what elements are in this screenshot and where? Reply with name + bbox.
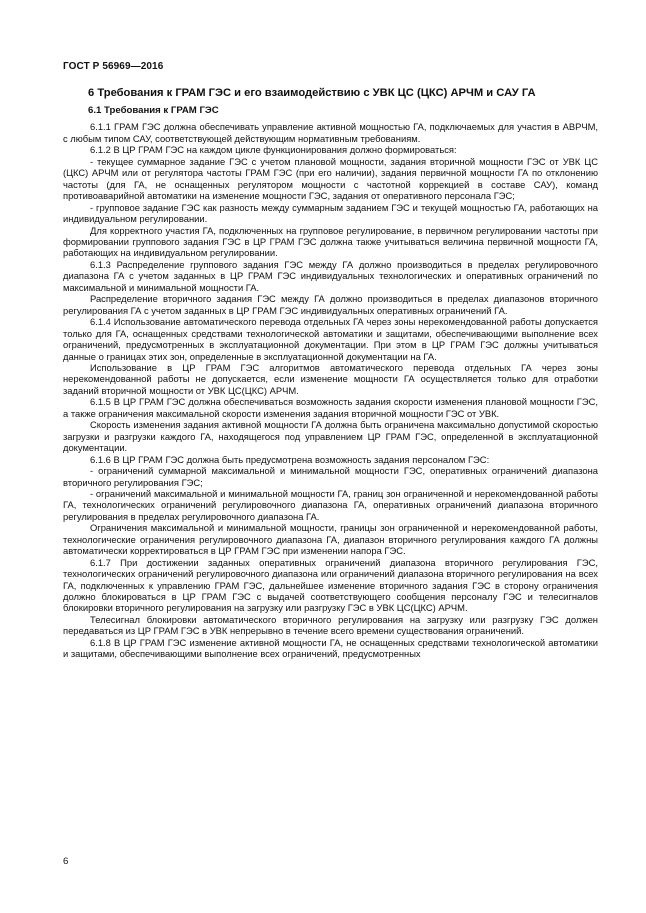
paragraph: 6.1.1 ГРАМ ГЭС должна обеспечивать управление активной мощностью ГА, подключаемых для участия в АВРЧМ, с любым типом САУ, соответствующей действующим нормативным требованиям. [63, 121, 598, 144]
paragraph: 6.1.7 При достижении заданных оперативных ограничений диапазона вторичного регулирования ГЭС, технологических ограничений регулировочного диапазона или ограничений диапазона вторичного регулирования на всех ГА, подключенных к управлению ГРАМ ГЭС, дальнейшее изменение вторичного задания ГЭС в сторону ограничения должно блокироваться в ЦР ГРАМ ГЭС с выдачей соответствующего сообщения персоналу ГЭС и телесигналов блокировки вторичного регулирования на загрузку или разгрузку ГЭС в УВК ЦС(ЦКС) АРЧМ. [63, 556, 598, 614]
paragraph: 6.1.8 В ЦР ГРАМ ГЭС изменение активной мощности ГА, не оснащенных средствами технологической автоматики и защитами, обеспечивающими выполнение всех ограничений, предусмотренных [63, 636, 598, 660]
paragraph: 6.1.4 Использование автоматического перевода отдельных ГА через зоны нерекомендованной работы допускается только для ГА, оснащенных средствами технологической автоматики и защитами, обеспечивающими выполнение всех ограничений, предусмотренных в эксплуатационной документации. При этом в ЦР ГРАМ ГЭС должны учитываться данные о границах этих зон, определенные в эксплуатационной документации на ГА. [63, 316, 598, 362]
paragraph: Ограничения максимальной и минимальной мощности, границы зон ограниченной и нерекомендованной работы, технологические ограничения регулировочного диапазона ГА, диапазон вторичного регулирования каждого ГА должны автоматически корректироваться в ЦР ГРАМ ГЭС при изменении напора ГЭС. [63, 522, 598, 557]
page-number: 6 [63, 856, 69, 867]
section-title: 6 Требования к ГРАМ ГЭС и его взаимодействию с УВК ЦС (ЦКС) АРЧМ и САУ ГА [88, 87, 536, 99]
paragraph-list [63, 121, 598, 659]
paragraph: - текущее суммарное задание ГЭС с учетом плановой мощности, задания вторичной мощности ГЭС от УВК ЦС (ЦКС) АРЧМ или от регулятора частоты ГРАМ ГЭС (при его наличии), задания первичной мощности ГА по отклонению частоты (для ГА, не оснащенных регулятором мощности с частотной коррекцией в составе САУ), команд противоаварийной автоматики на изменение мощности ГЭС, задания от оперативного персонала ГЭС; [63, 155, 598, 202]
paragraph: Скорость изменения задания активной мощности ГА должна быть ограничена максимально допустимой скоростью загрузки и разгрузки каждого ГА, находящегося под управлением ЦР ГРАМ ГЭС, определенной в эксплуатационной документации. [63, 419, 598, 454]
paragraph: 6.1.2 В ЦР ГРАМ ГЭС на каждом цикле функционирования должно формироваться: [90, 144, 457, 156]
paragraph: Использование в ЦР ГРАМ ГЭС алгоритмов автоматического перевода отдельных ГА через зоны нерекомендованной работы не допускается, если изменение мощности ГА осуществляется только для отработки заданий вторичной мощности от УВК ЦС(ЦКС) АРЧМ. [63, 361, 598, 396]
paragraph: 6.1.6 В ЦР ГРАМ ГЭС должна быть предусмотрена возможность задания персоналом ГЭС: [90, 453, 490, 465]
paragraph: - ограничений суммарной максимальной и минимальной мощности ГЭС, оперативных ограничений диапазона вторичного регулирования ГЭС; [63, 465, 598, 488]
paragraph: - групповое задание ГЭС как разность между суммарным заданием ГЭС и текущей мощностью ГА, работающих на индивидуальном регулировании. [63, 201, 598, 225]
paragraph: 6.1.5 В ЦР ГРАМ ГЭС должна обеспечиваться возможность задания скорости изменения плановой мощности ГЭС, а также ограничения максимальной скорости изменения задания вторичной мощности ГЭС от УВК. [63, 396, 598, 419]
paragraph: - ограничений максимальной и минимальной мощности ГА, границ зон ограниченной и нерекомендованной работы ГА, технологических ограничений регулировочного диапазона ГА, оперативных ограничений диапазона вторичного регулирования в пределах регулировочного диапазона ГА. [63, 487, 598, 522]
subsection-title: 6.1 Требования к ГРАМ ГЭС [88, 105, 219, 116]
paragraph: Распределение вторичного задания ГЭС между ГА должно производиться в пределах диапазонов вторичного регулирования ГА с учетом заданных в ЦР ГРАМ ГЭС индивидуальных оперативных ограничений ГА. [63, 293, 598, 316]
paragraph: 6.1.3 Распределение группового задания ГЭС между ГА должно производиться в пределах регулировочного диапазона ГА с учетом заданных в ЦР ГРАМ ГЭС индивидуальных технологических и оперативных ограничений по максимальной и минимальной мощности ГА. [63, 258, 598, 293]
paragraph: Телесигнал блокировки автоматического вторичного регулирования на загрузку или разгрузку ГЭС должен передаваться из ЦР ГРАМ ГЭС в УВК непрерывно в течение всего времени существования ограничений. [63, 613, 598, 637]
paragraph: Для корректного участия ГА, подключенных на групповое регулирование, в первичном регулировании частоты при формировании группового задания ГЭС в ЦР ГРАМ ГЭС должна также учитываться величина первичной мощности ГА, работающих на индивидуальном регулировании. [63, 224, 598, 259]
document-header: ГОСТ Р 56969—2016 [63, 61, 164, 72]
document-body [63, 86, 598, 660]
